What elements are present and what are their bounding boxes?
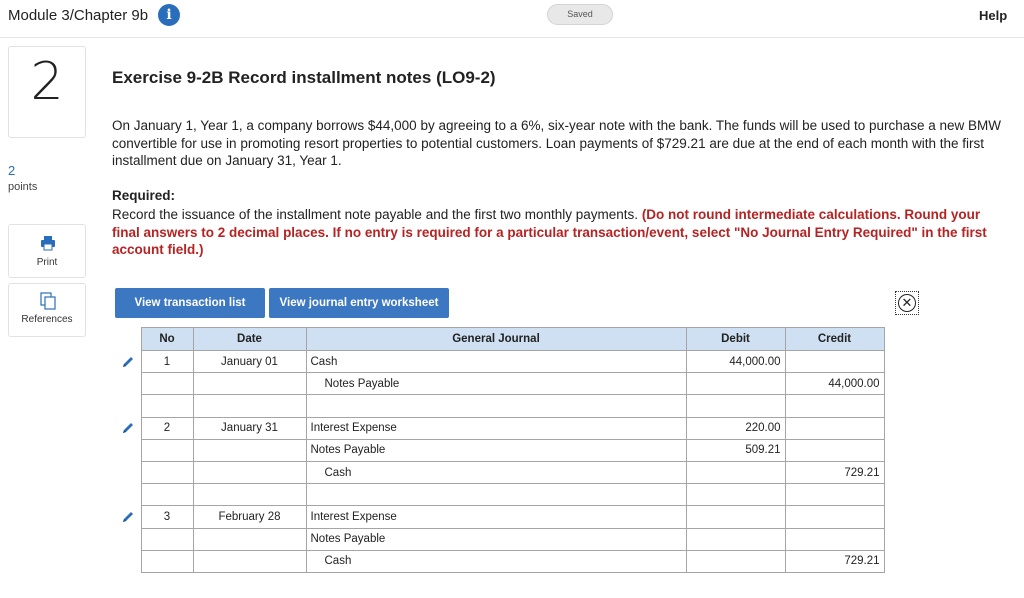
cell-debit[interactable]: 44,000.00 (686, 351, 785, 373)
close-icon: ✕ (898, 294, 916, 312)
required-instructions (112, 206, 1002, 259)
references-icon (40, 292, 56, 310)
cell-credit[interactable] (785, 506, 884, 528)
saved-status-badge: Saved (547, 4, 613, 25)
cell-account[interactable]: Cash (306, 351, 686, 373)
cell-account[interactable]: Notes Payable (306, 439, 686, 461)
cell-no[interactable] (141, 484, 193, 506)
header-credit: Credit (785, 328, 884, 351)
cell-no[interactable]: 2 (141, 417, 193, 439)
view-journal-worksheet-button[interactable]: View journal entry worksheet (269, 288, 449, 318)
cell-debit[interactable] (686, 528, 785, 550)
cell-account[interactable]: Cash (306, 550, 686, 572)
edit-cell (117, 461, 141, 483)
cell-no[interactable]: 3 (141, 506, 193, 528)
cell-no[interactable] (141, 461, 193, 483)
cell-debit[interactable] (686, 373, 785, 395)
cell-debit[interactable] (686, 506, 785, 528)
problem-text: On January 1, Year 1, a company borrows $44,000 by agreeing to a 6%, six-year note with the bank. The funds will be used to purchase a new BMW convertible for use in promoting resort properties to potential customers. Loan payments of $729.21 are due at the end of each month with the first installment due on January 31, Year 1. (112, 118, 1002, 168)
header-debit: Debit (686, 328, 785, 351)
references-label: References (21, 314, 73, 325)
view-transaction-list-button[interactable]: View transaction list (115, 288, 265, 318)
edit-cell (117, 373, 141, 395)
cell-no[interactable] (141, 550, 193, 572)
cell-debit[interactable]: 220.00 (686, 417, 785, 439)
cell-account[interactable]: Notes Payable (306, 373, 686, 395)
cell-credit[interactable]: 729.21 (785, 550, 884, 572)
required-heading: Required: (112, 188, 176, 203)
table-row (117, 417, 884, 439)
journal-table (117, 327, 885, 573)
table-row (117, 395, 884, 417)
cell-debit[interactable]: 509.21 (686, 439, 785, 461)
module-title: Module 3/Chapter 9b (8, 7, 149, 24)
cell-date[interactable] (193, 439, 306, 461)
edit-cell (117, 395, 141, 417)
edit-cell (117, 417, 141, 439)
edit-cell (117, 528, 141, 550)
edit-cell (117, 484, 141, 506)
pencil-edit-icon[interactable] (121, 510, 135, 524)
edit-cell (117, 351, 141, 373)
cell-date[interactable] (193, 461, 306, 483)
cell-debit[interactable] (686, 484, 785, 506)
table-row (117, 373, 884, 395)
cell-account[interactable]: Interest Expense (306, 417, 686, 439)
help-link[interactable]: Help (979, 8, 1008, 23)
top-bar (0, 0, 1024, 38)
cell-date[interactable] (193, 528, 306, 550)
cell-no[interactable] (141, 395, 193, 417)
cell-date[interactable]: January 01 (193, 351, 306, 373)
table-row (117, 528, 884, 550)
cell-date[interactable] (193, 484, 306, 506)
edit-cell (117, 550, 141, 572)
cell-credit[interactable] (785, 528, 884, 550)
cell-debit[interactable] (686, 461, 785, 483)
close-button[interactable] (895, 291, 919, 315)
references-button[interactable] (8, 283, 86, 337)
cell-account[interactable]: Notes Payable (306, 528, 686, 550)
table-row (117, 550, 884, 572)
cell-credit[interactable] (785, 439, 884, 461)
cell-no[interactable] (141, 373, 193, 395)
cell-no[interactable] (141, 439, 193, 461)
cell-credit[interactable] (785, 395, 884, 417)
print-label: Print (36, 257, 58, 268)
header-date: Date (193, 328, 306, 351)
header-no: No (141, 328, 193, 351)
cell-account[interactable]: Cash (306, 461, 686, 483)
pencil-edit-icon[interactable] (121, 355, 135, 369)
table-row (117, 461, 884, 483)
table-row (117, 351, 884, 373)
cell-credit[interactable]: 729.21 (785, 461, 884, 483)
cell-date[interactable]: January 31 (193, 417, 306, 439)
table-row (117, 506, 884, 528)
cell-date[interactable]: February 28 (193, 506, 306, 528)
cell-date[interactable] (193, 550, 306, 572)
points-label: points (8, 181, 38, 193)
cell-debit[interactable] (686, 550, 785, 572)
exercise-title: Exercise 9-2B Record installment notes (LO9-2) (112, 68, 496, 87)
cell-credit[interactable]: 44,000.00 (785, 373, 884, 395)
journal-header-row (117, 328, 884, 351)
cell-no[interactable] (141, 528, 193, 550)
points-value: 2 (8, 163, 16, 178)
cell-date[interactable] (193, 395, 306, 417)
cell-debit[interactable] (686, 395, 785, 417)
table-row (117, 484, 884, 506)
cell-no[interactable]: 1 (141, 351, 193, 373)
header-general-journal: General Journal (306, 328, 686, 351)
cell-date[interactable] (193, 373, 306, 395)
cell-credit[interactable] (785, 351, 884, 373)
edit-column-header (117, 328, 141, 351)
cell-account[interactable] (306, 484, 686, 506)
print-button[interactable] (8, 224, 86, 278)
required-text: Record the issuance of the installment note payable and the first two monthly payments. (112, 207, 639, 222)
printer-icon (40, 235, 56, 251)
pencil-edit-icon[interactable] (121, 421, 135, 435)
edit-cell (117, 439, 141, 461)
question-number: 2 (30, 52, 64, 112)
cell-account[interactable]: Interest Expense (306, 506, 686, 528)
required-red-note: (Do not round intermediate calculations. Round your final answers to 2 decimal places. If no entry is required for a particular transaction/event, select "No Journal Entry Required" in the first account field.) (112, 207, 987, 257)
cell-credit[interactable] (785, 484, 884, 506)
cell-credit[interactable] (785, 417, 884, 439)
info-icon[interactable]: i (158, 4, 180, 26)
table-row (117, 439, 884, 461)
cell-account[interactable] (306, 395, 686, 417)
edit-cell (117, 506, 141, 528)
